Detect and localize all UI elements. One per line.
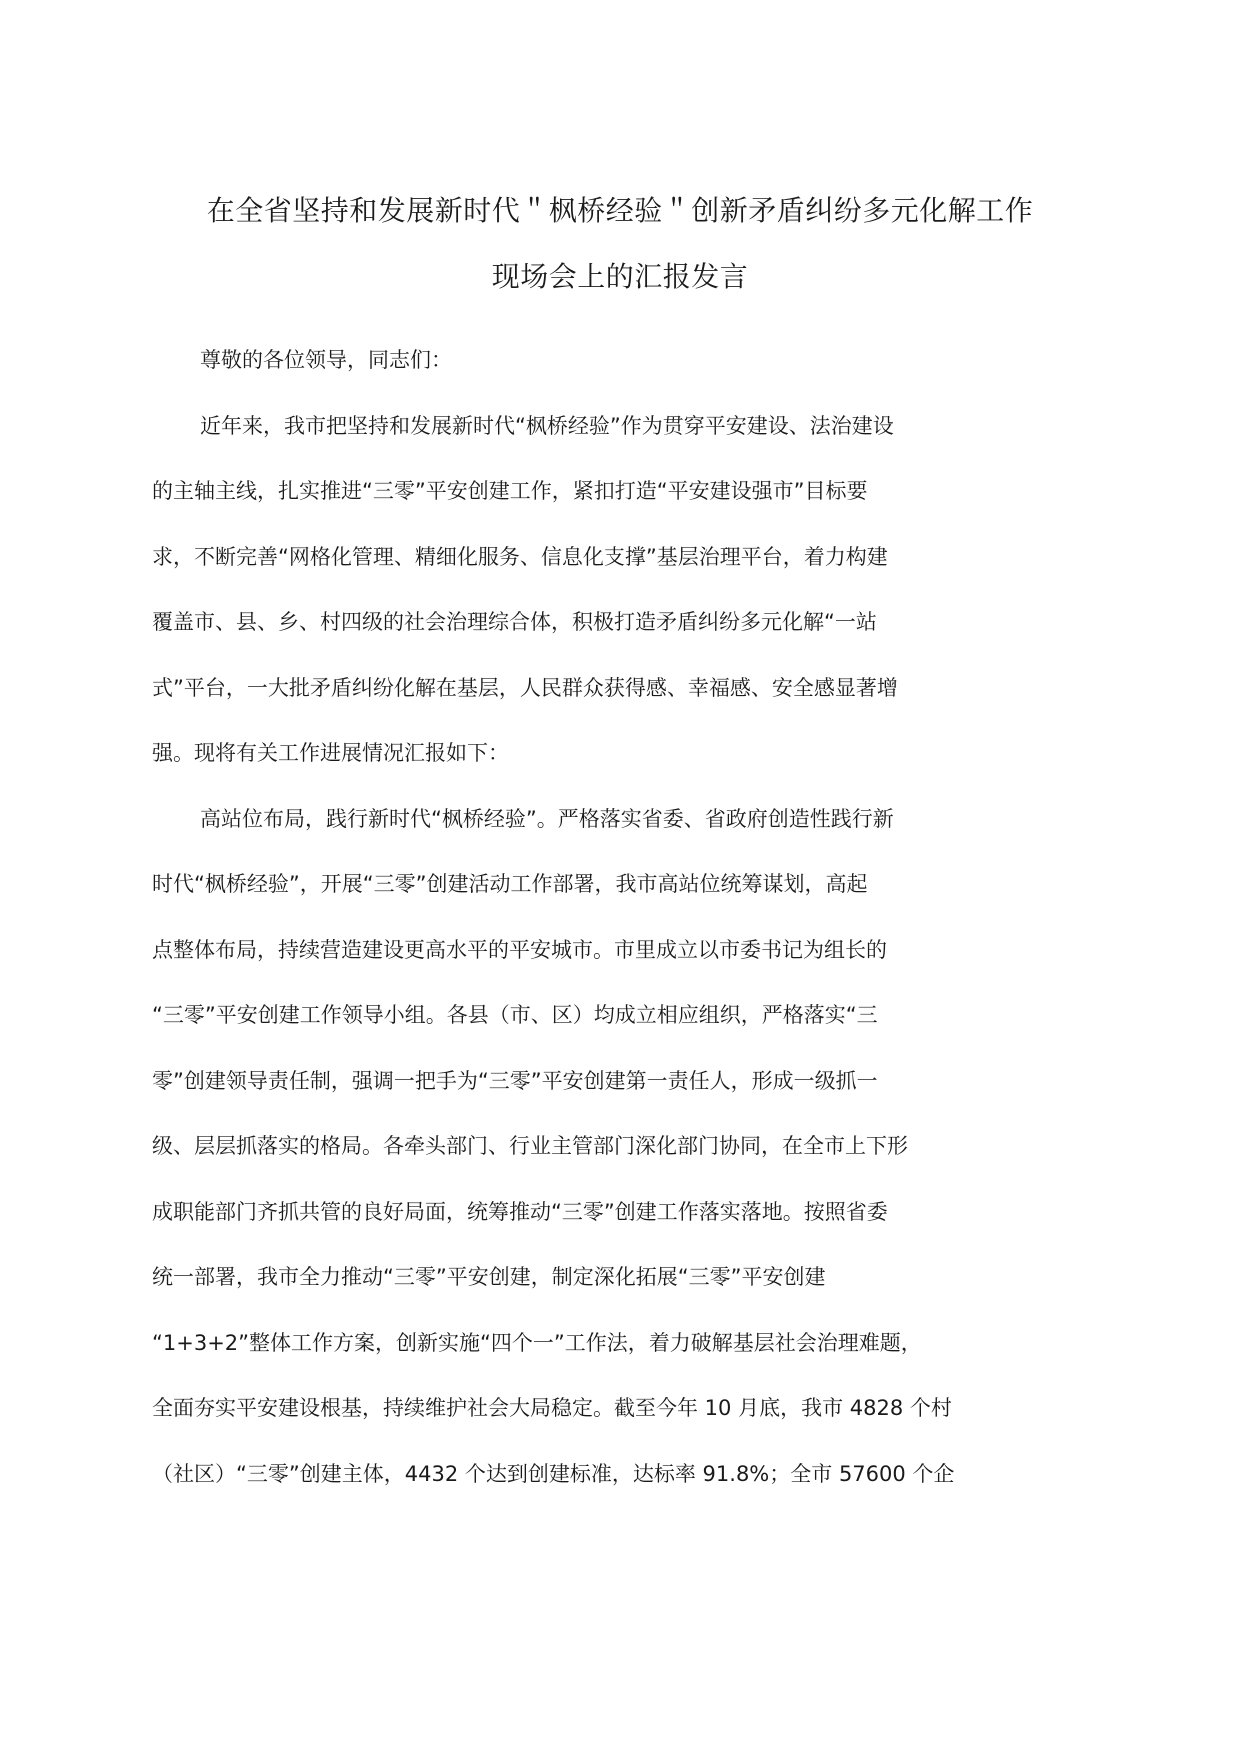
salutation-paragraph: [152, 328, 1088, 394]
paragraph-line: 的主轴主线，扎实推进“三零”平安创建工作，紧扣打造“平安建设强市”目标要: [152, 479, 868, 503]
paragraph-line: 全面夯实平安建设根基，持续维护社会大局稳定。截至今年 10 月底，我市 4828 个村: [152, 1396, 952, 1420]
paragraph-line: 近年来，我市把坚持和发展新时代“枫桥经验”作为贯穿平安建设、法治建设: [200, 413, 894, 438]
paragraph-line: 高站位布局，践行新时代“枫桥经验”。严格落实省委、省政府创造性践行新: [200, 806, 894, 831]
paragraph-line: 统一部署，我市全力推动“三零”平安创建，制定深化拓展“三零”平安创建: [152, 1265, 826, 1289]
title-line-1: 在全省坚持和发展新时代＂枫桥经验＂创新矛盾纠纷多元化解工作: [206, 194, 1034, 227]
paragraph-line: 成职能部门齐抓共管的良好局面，统筹推动“三零”创建工作落实落地。按照省委: [152, 1199, 888, 1224]
paragraph-line: “三零”平安创建工作领导小组。各县（市、区）均成立相应组织，严格落实“三: [152, 1003, 878, 1027]
paragraph-line: 强。现将有关工作进展情况汇报如下：: [152, 741, 509, 765]
paragraph-line: 式”平台，一大批矛盾纠纷化解在基层，人民群众获得感、幸福感、安全感显著增: [152, 675, 898, 700]
title-line-2: 现场会上的汇报发言: [491, 260, 749, 293]
paragraph-line: 零”创建领导责任制，强调一把手为“三零”平安创建第一责任人，形成一级抓一: [152, 1068, 878, 1093]
paragraph-intro: [152, 394, 1088, 787]
paragraph-line: “1+3+2”整体工作方案，创新实施“四个一”工作法，着力破解基层社会治理难题，: [152, 1330, 922, 1355]
paragraph-line: 求，不断完善“网格化管理、精细化服务、信息化支撑”基层治理平台，着力构建: [152, 544, 888, 569]
document-title: [150, 178, 1090, 310]
document-body: [152, 328, 1088, 1507]
paragraph-line: 点整体布局，持续营造建设更高水平的平安城市。市里成立以市委书记为组长的: [152, 937, 887, 962]
salutation: 尊敬的各位领导，同志们：: [200, 348, 452, 372]
paragraph-line: 时代“枫桥经验”，开展“三零”创建活动工作部署，我市高站位统筹谋划，高起: [152, 872, 868, 896]
paragraph-line: 覆盖市、县、乡、村四级的社会治理综合体，积极打造矛盾纠纷多元化解“一站: [152, 610, 877, 634]
paragraph-line: 级、层层抓落实的格局。各牵头部门、行业主管部门深化部门协同，在全市上下形: [152, 1134, 908, 1158]
paragraph-line: （社区）“三零”创建主体，4432 个达到创建标准，达标率 91.8%；全市 57600 个企: [152, 1461, 955, 1486]
paragraph-layout: [152, 787, 1088, 1508]
